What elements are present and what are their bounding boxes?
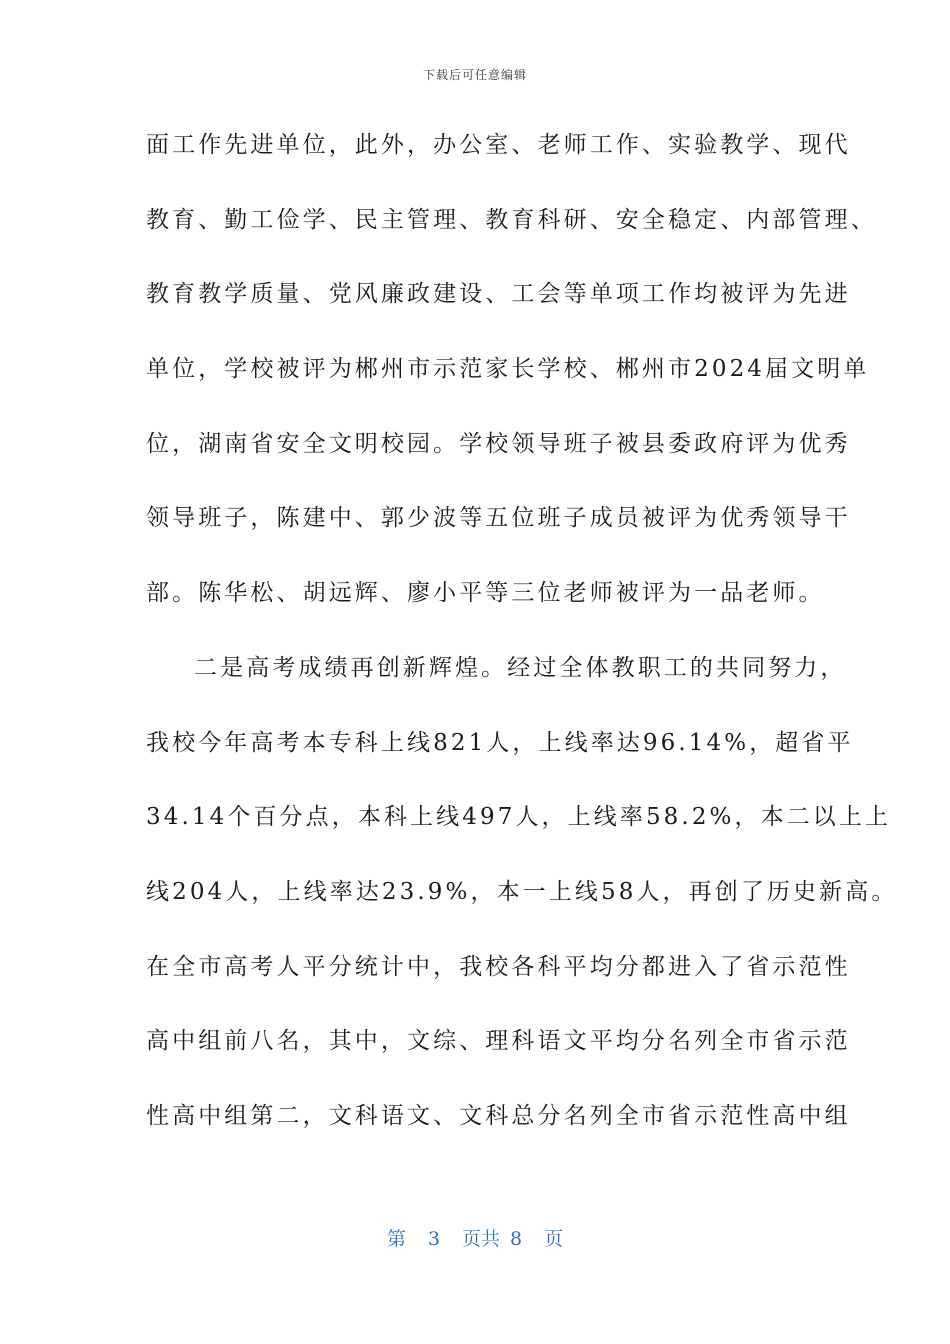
page-footer [0,1224,950,1251]
footer-prefix: 第 [386,1228,406,1250]
footer-suffix: 页 [544,1228,564,1250]
text-line: 位，湖南省安全文明校园。学校领导班子被县委政府评为优秀 [146,430,851,457]
footer-middle: 页共 [461,1228,500,1250]
text-line: 面工作先进单位，此外，办公室、老师工作、实验教学、现代 [146,132,851,158]
header-note: 下载后可任意编辑 [422,68,527,82]
text-line: 教育教学质量、党风廉政建设、工会等单项工作均被评为先进 [146,281,851,308]
text-line: 教育、勤工俭学、民主管理、教育科研、安全稳定、内部管理、 [146,206,877,233]
text-line: 线204人，上线率达23.9%，本一上线58人，再创了历史新高。 [146,878,898,905]
text-line: 单位，学校被评为郴州市示范家长学校、郴州市2024届文明单 [146,356,870,383]
total-pages-number: 8 [510,1228,523,1250]
text-line: 部。陈华松、胡远辉、廖小平等三位老师被评为一品老师。 [146,580,825,607]
text-line: 我校今年高考本专科上线821人，上线率达96.14%，超省平 [146,729,854,756]
text-line: 领导班子，陈建中、郭少波等五位班子成员被评为优秀领导干 [146,505,851,532]
paragraph-first-line: 二是高考成绩再创新辉煌。经过全体教职工的共同努力， [194,654,847,681]
text-line: 高中组前八名，其中，文综、理科语文平均分名列全市省示范 [146,1028,851,1055]
document-body [146,121,898,1167]
text-line: 在全市高考人平分统计中，我校各科平均分都进入了省示范性 [146,953,851,980]
text-line: 性高中组第二，文科语文、文科总分名列全市省示范性高中组 [146,1102,851,1129]
text-line: 34.14个百分点，本科上线497人，上线率58.2%，本二以上上 [146,804,892,831]
current-page-number: 3 [427,1228,440,1250]
